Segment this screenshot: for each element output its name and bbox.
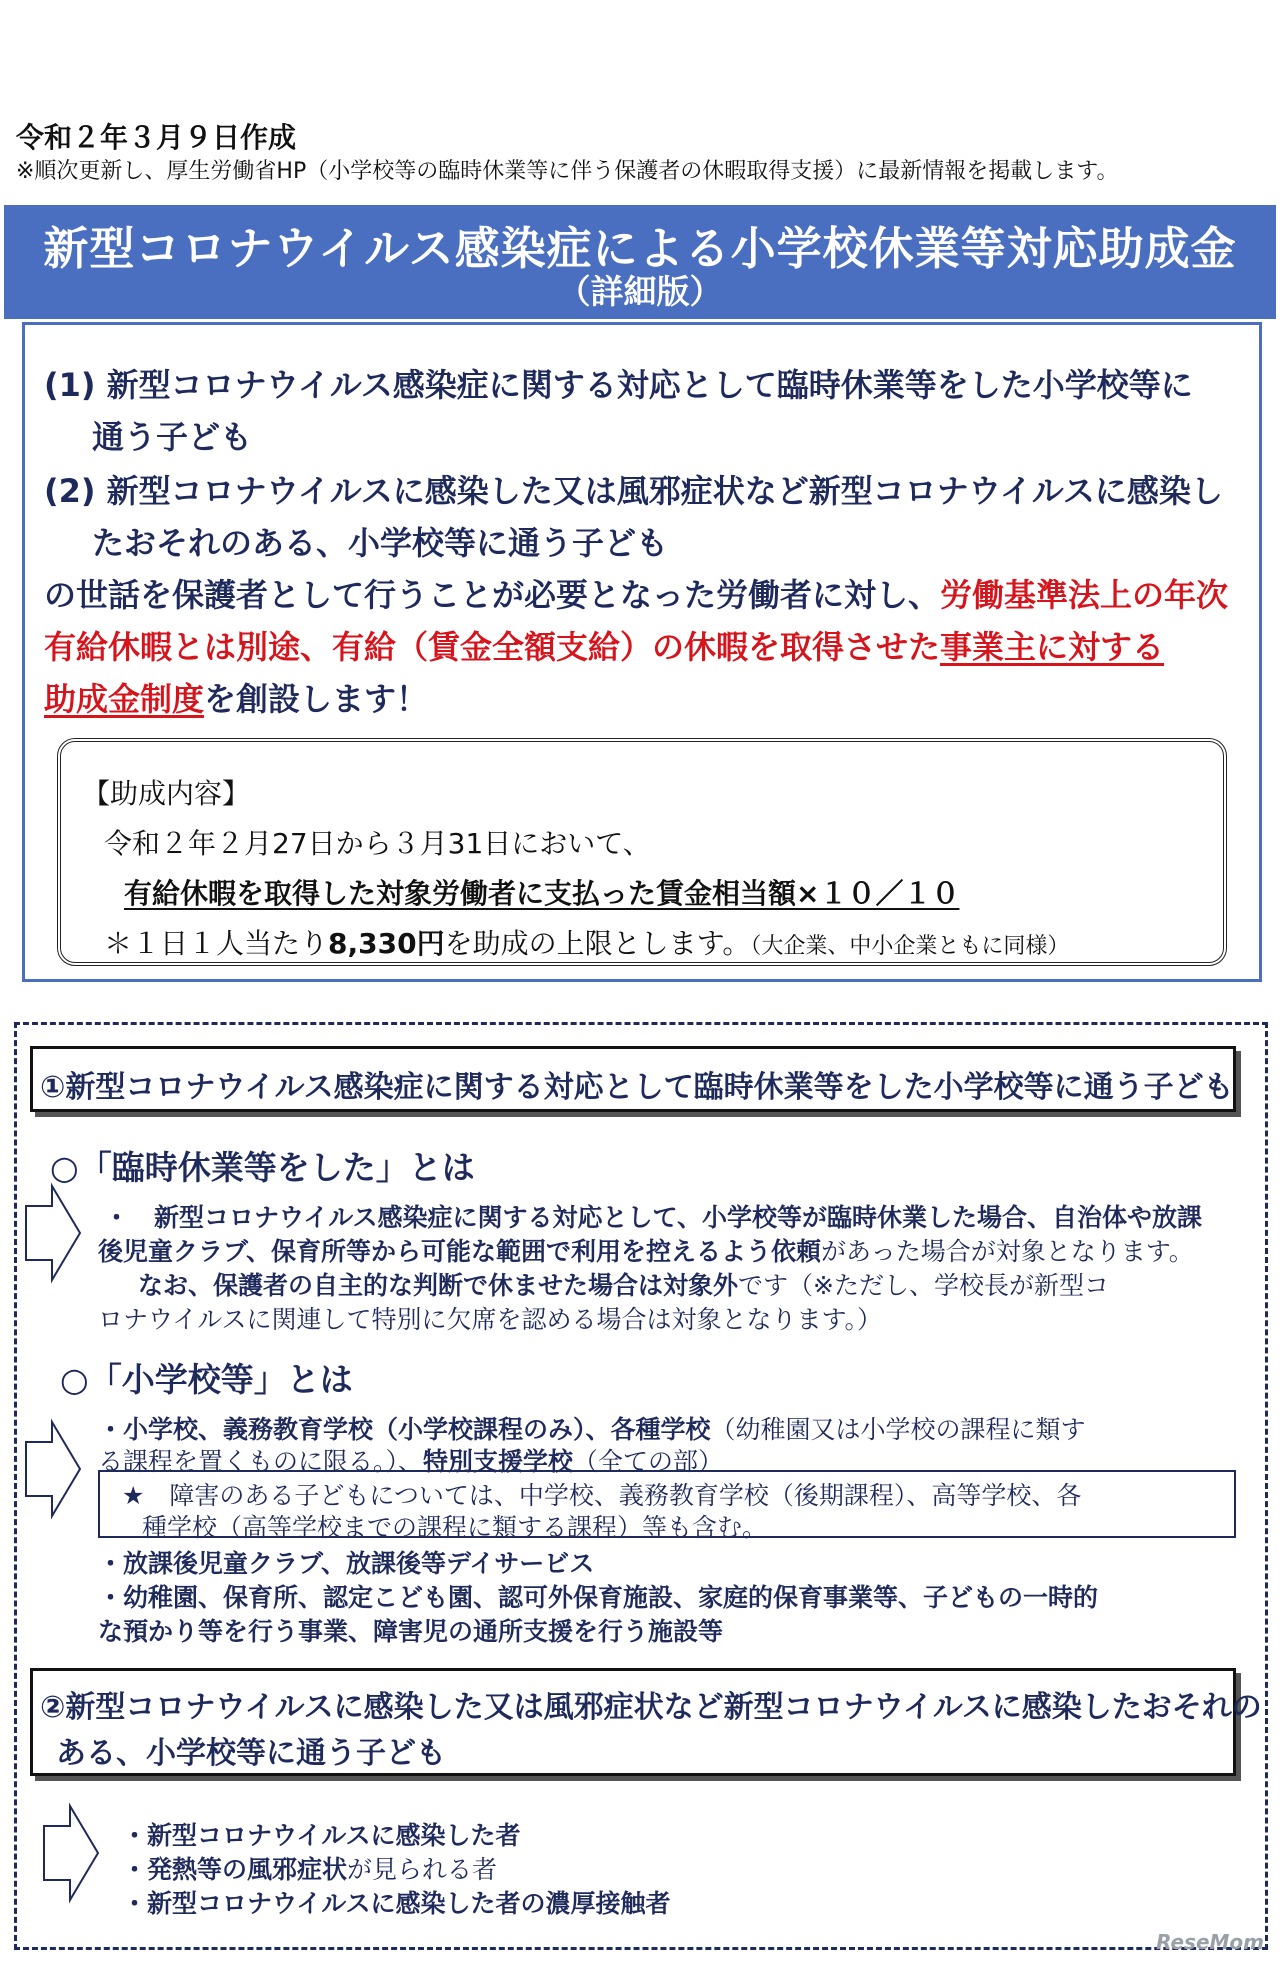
q1-line3: なお、保護者の自主的な判断で休ませた場合は対象外です（※ただし、学校長が新型コ <box>138 1271 1109 1300</box>
section2-heading-line1: ②新型コロナウイルスに感染した又は風邪症状など新型コロナウイルスに感染したおそれの <box>40 1690 1262 1725</box>
support-limit: ＊１日１人当たり8,330円を助成の上限とします。（大企業、中小企業ともに同様） <box>104 927 1070 960</box>
disability-note-line2: 種学校（高等学校までの課程に類する課程）等も含む。 <box>142 1513 768 1542</box>
q2-line1: ・小学校、義務教育学校（小学校課程のみ）、各種学校（幼稚園又は小学校の課程に類す <box>98 1415 1086 1444</box>
q2-line3: ・放課後児童クラブ、放課後等デイサービス <box>98 1549 595 1578</box>
intro-item2-line1: (2) 新型コロナウイルスに感染した又は風邪症状など新型コロナウイルスに感染し <box>44 472 1223 510</box>
q2-heading: ○「小学校等」とは <box>60 1360 353 1399</box>
section2-item1: ・新型コロナウイルスに感染した者 <box>122 1821 521 1850</box>
intro-item1-line2: 通う子ども <box>92 418 253 456</box>
arrow-right-icon <box>22 1182 84 1284</box>
arrow-right-icon <box>22 1418 84 1520</box>
q2-line4: ・幼稚園、保育所、認定こども園、認可外保育施設、家庭的保育事業等、子どもの一時的 <box>98 1583 1099 1612</box>
intro-item2-line2: たおそれのある、小学校等に通う子ども <box>92 524 669 562</box>
arrow-right-icon <box>40 1802 102 1904</box>
support-period: 令和２年２月27日から３月31日において、 <box>104 827 651 860</box>
q1-line2: 後児童クラブ、保育所等から可能な範囲で利用を控えるよう依頼があった場合が対象となります。 <box>98 1237 1194 1266</box>
section2-heading-line2: ある、小学校等に通う子ども <box>56 1736 446 1771</box>
creation-date: 令和２年３月９日作成 <box>16 121 297 154</box>
intro-line4: 有給休暇とは別途、有給（賃金全額支給）の休暇を取得させた事業主に対する <box>44 628 1165 666</box>
support-heading: 【助成内容】 <box>82 777 251 810</box>
disability-note-line1: ★ 障害のある子どもについては、中学校、義務教育学校（後期課程）、高等学校、各 <box>122 1481 1082 1510</box>
section1-heading: ①新型コロナウイルス感染症に関する対応として臨時休業等をした小学校等に通う子ども <box>40 1070 1234 1105</box>
intro-line5: 助成金制度を創設します！ <box>44 680 429 718</box>
page-title: 新型コロナウイルス感染症による小学校休業等対応助成金 <box>43 222 1237 275</box>
support-amount: 有給休暇を取得した対象労働者に支払った賃金相当額×１０／１０ <box>124 877 960 910</box>
update-note: ※順次更新し、厚生労働省HP（小学校等の臨時休業等に伴う保護者の休暇取得支援）に最新情報を掲載します。 <box>16 159 1119 184</box>
intro-item1-line1: (1) 新型コロナウイルス感染症に関する対応として臨時休業等をした小学校等に <box>44 366 1193 404</box>
watermark-logo: ReseMom <box>1156 1930 1264 1954</box>
section2-item2: ・発熱等の風邪症状が見られる者 <box>122 1855 498 1884</box>
q2-line2: る課程を置くものに限る。）、特別支援学校（全ての部） <box>98 1447 724 1476</box>
page-subtitle: （詳細版） <box>557 272 723 311</box>
section2-item3: ・新型コロナウイルスに感染した者の濃厚接触者 <box>122 1889 671 1918</box>
q1-line4: ロナウイルスに関連して特別に欠席を認める場合は対象となります。） <box>98 1305 883 1334</box>
q1-heading: ○「臨時休業等をした」とは <box>50 1148 475 1187</box>
intro-line3: の世話を保護者として行うことが必要となった労働者に対し、労働基準法上の年次 <box>44 576 1229 614</box>
q2-line5: な預かり等を行う事業、障害児の通所支援を行う施設等 <box>98 1617 724 1646</box>
q1-line1: ・ 新型コロナウイルス感染症に関する対応として、小学校等が臨時休業した場合、自治体や放課 <box>104 1203 1203 1232</box>
